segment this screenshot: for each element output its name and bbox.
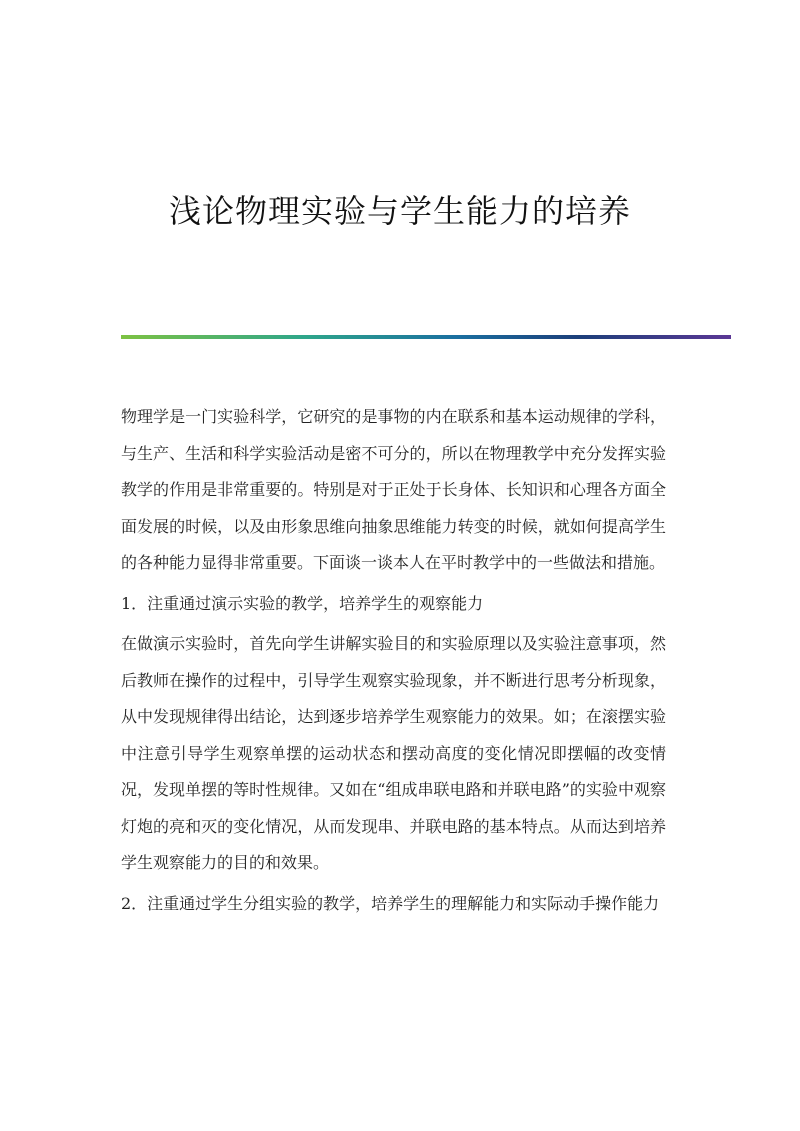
section-2-heading: 2．注重通过学生分组实验的教学，培养学生的理解能力和实际动手操作能力 xyxy=(121,893,660,913)
intro-paragraph: 物理学是一门实验科学，它研究的是事物的内在联系和基本运动规律的学科，与生产、生活和科学实验活动是密不可分的，所以在物理教学中充分发挥实验教学的作用是非常重要的。特别是对于正处于长身体、长知识和心理各方面全面发展的时候，以及由形象思维向抽象思维能力转变的时候，就如何提高学生的各种能力显得非常重要。下面谈一谈本人在平时教学中的一些做法和措施。 xyxy=(121,407,666,572)
document-title: 浅论物理实验与学生能力的培养 xyxy=(168,192,631,230)
section-1-paragraph: 在做演示实验时，首先向学生讲解实验目的和实验原理以及实验注意事项，然后教师在操作的过程中，引导学生观察实验现象，并不断进行思考分析现象，从中发现规律得出结论，达到逐步培养学生观察能力的效果。如；在滚摆实验中注意引导学生观察单摆的运动状态和摆动高度的变化情况即摆幅的改变情况，发现单摆的等时性规律。又如在“组成串联电路和并联电路”的实验中观察灯炮的亮和灭的变化情况，从而发现串、并联电路的基本特点。从而达到培养学生观察能力的目的和效果。 xyxy=(121,634,666,872)
section-1-heading: 1．注重通过演示实验的教学，培养学生的观察能力 xyxy=(121,593,484,613)
gradient-divider xyxy=(121,335,731,339)
document-body xyxy=(121,399,666,922)
